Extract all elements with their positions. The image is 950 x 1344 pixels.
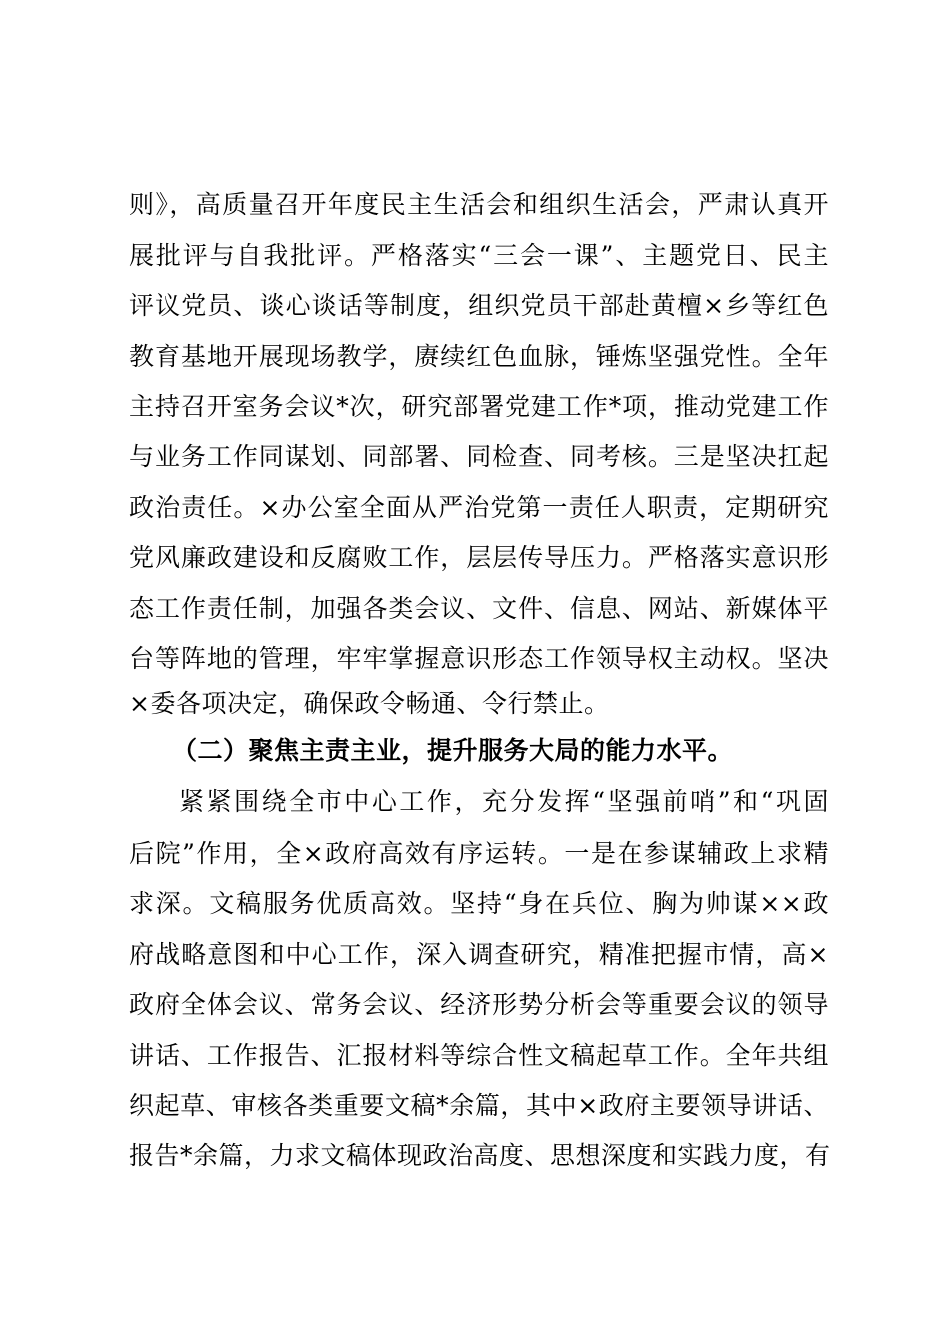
body-text-line: 政府全体会议、常务会议、经济形势分析会等重要会议的领导 [129,990,829,1019]
body-text-line: 紧紧围绕全市中心工作，充分发挥“坚强前哨”和“巩固 [179,787,829,816]
section-heading: （二）聚焦主责主业，提升服务大局的能力水平。 [172,736,734,765]
body-text-line: 府战略意图和中心工作，深入调查研究，精准把握市情，高× [129,940,829,969]
body-text-line: 政治责任。×办公室全面从严治党第一责任人职责，定期研究 [129,493,829,522]
body-text-line: ×委各项决定，确保政令畅通、令行禁止。 [129,689,610,718]
body-text-line: 讲话、工作报告、汇报材料等综合性文稿起草工作。全年共组 [129,1041,829,1070]
body-text-line: 主持召开室务会议*次，研究部署党建工作*项，推动党建工作 [129,392,829,421]
body-text-line: 展批评与自我批评。严格落实“三会一课”、主题党日、民主 [129,241,829,270]
body-text-line: 后院”作用，全×政府高效有序运转。一是在参谋辅政上求精 [129,839,829,868]
body-text-line: 教育基地开展现场教学，赓续红色血脉，锤炼坚强党性。全年 [129,342,829,371]
body-text-line: 与业务工作同谋划、同部署、同检查、同考核。三是坚决扛起 [129,442,829,471]
body-text-line: 织起草、审核各类重要文稿*余篇，其中×政府主要领导讲话、 [129,1091,829,1120]
body-text-line: 求深。文稿服务优质高效。坚持“身在兵位、胸为帅谋××政 [129,889,829,918]
body-text-line: 台等阵地的管理，牢牢掌握意识形态工作领导权主动权。坚决 [129,644,829,673]
body-text-line: 报告*余篇，力求文稿体现政治高度、思想深度和实践力度，有 [129,1141,831,1170]
body-text-line: 党风廉政建设和反腐败工作，层层传导压力。严格落实意识形 [129,543,829,572]
body-text-line: 评议党员、谈心谈话等制度，组织党员干部赴黄檀×乡等红色 [129,291,829,320]
body-text-line: 态工作责任制，加强各类会议、文件、信息、网站、新媒体平 [129,594,829,623]
body-text-line: 则》，高质量召开年度民主生活会和组织生活会，严肃认真开 [129,190,829,219]
